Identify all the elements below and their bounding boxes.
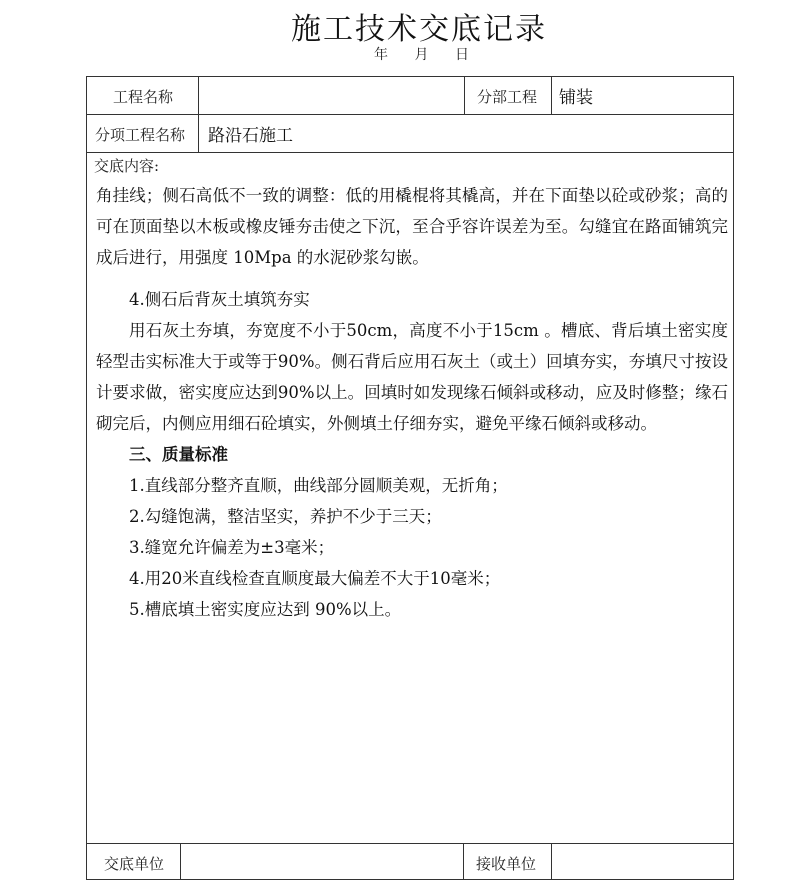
standard-item: 4.用20米直线检查直顺度最大偏差不大于10毫米； bbox=[129, 569, 501, 588]
row-divider-2 bbox=[86, 152, 734, 153]
subitem-label: 分项工程名称 bbox=[95, 126, 186, 144]
standard-item: 3.缝宽允许偏差为±3毫米； bbox=[129, 538, 335, 557]
content-label: 交底内容: bbox=[94, 157, 160, 175]
content-body bbox=[96, 180, 728, 625]
section-4-title: 4.侧石后背灰土填筑夯实 bbox=[129, 290, 310, 309]
standard-item: 2.勾缝饱满，整洁坚实，养护不少于三天； bbox=[129, 507, 442, 526]
standard-item: 1.直线部分整齐直顺，曲线部分圆顺美观，无折角； bbox=[129, 476, 508, 495]
section-3-heading: 三、质量标准 bbox=[129, 445, 228, 464]
date-year-label: 年 bbox=[374, 47, 392, 63]
division-label: 分部工程 bbox=[477, 88, 538, 106]
col-divider-division-value bbox=[551, 76, 552, 114]
content-paragraph-1: 角挂线；侧石高低不一致的调整：低的用橇棍将其橇高，并在下面垫以砼或砂浆；高的可在顶面垫以木板或橡皮锤夯击使之下沉，至合乎容许误差为至。勾缝宜在路面铺筑完成后进行，用强度 10Mpa 的水泥砂浆勾嵌。 bbox=[96, 186, 728, 267]
project-name-label: 工程名称 bbox=[113, 88, 174, 106]
division-field[interactable]: 铺装 bbox=[559, 88, 593, 108]
row-divider-3 bbox=[86, 843, 734, 844]
col-divider-division bbox=[464, 76, 465, 114]
date-month-label: 月 bbox=[414, 47, 432, 63]
receiver-label: 接收单位 bbox=[476, 855, 537, 873]
subitem-field[interactable]: 路沿石施工 bbox=[208, 126, 293, 146]
col-divider-issuer bbox=[180, 843, 181, 880]
col-divider-label bbox=[198, 76, 199, 152]
date-line bbox=[0, 44, 794, 64]
row-divider-1 bbox=[86, 114, 734, 115]
col-divider-receiver-label bbox=[463, 843, 464, 880]
date-day-label: 日 bbox=[454, 47, 472, 63]
document-title: 施工技术交底记录 bbox=[291, 12, 547, 47]
issuer-label: 交底单位 bbox=[104, 855, 165, 873]
col-divider-receiver-value bbox=[551, 843, 552, 880]
standard-item: 5.槽底填土密实度应达到 90%以上。 bbox=[129, 600, 402, 619]
section-4-body: 用石灰土夯填，夯宽度不小于50cm，高度不小于15cm 。槽底、背后填土密实度轻型击实标准大于或等于90%。侧石背后应用石灰土（或土）回填夯实，夯填尺寸按设计要求做，密实度应达到90%以上。回填时如发现缘石倾斜或移动，应及时修整；缘石砌完后，内侧应用细石砼填实，外侧填土仔细夯实，避免平缘石倾斜或移动。 bbox=[96, 321, 728, 433]
